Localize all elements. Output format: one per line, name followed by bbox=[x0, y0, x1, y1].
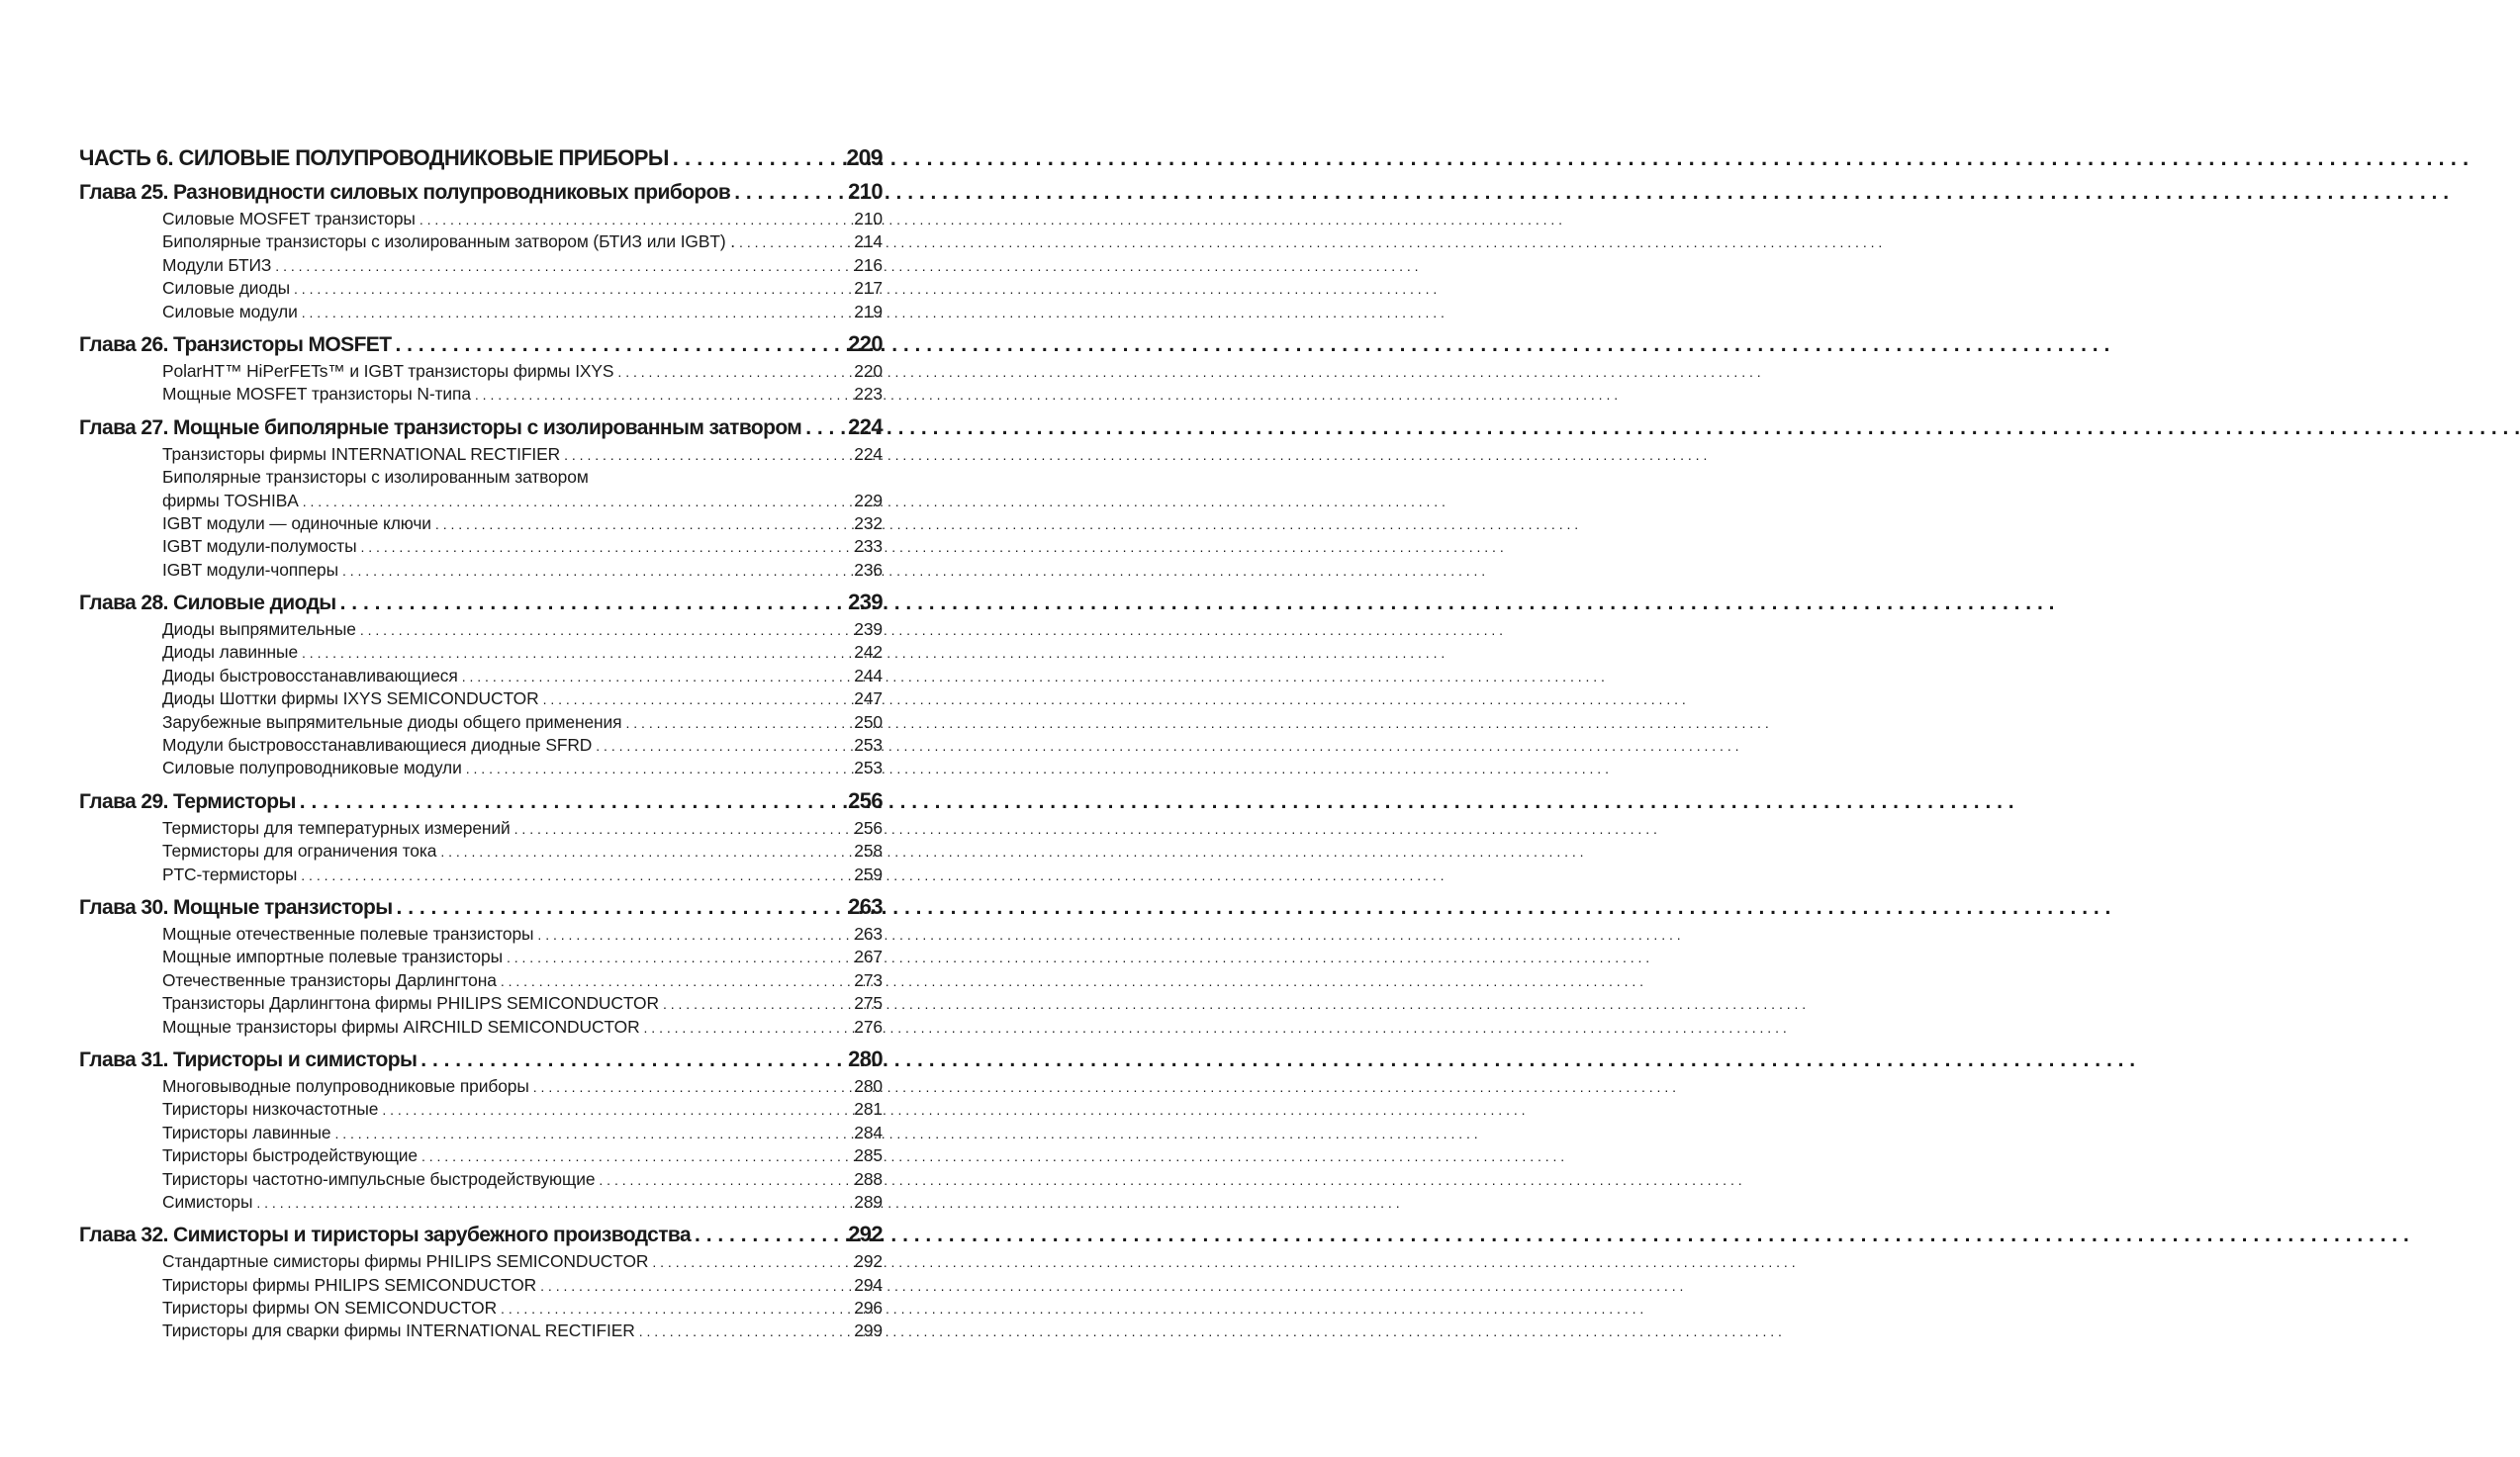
section-entry bbox=[162, 1122, 883, 1144]
chapter-title: Глава 32. Симисторы и тиристоры зарубежного производства bbox=[79, 1224, 692, 1247]
section-page-number: 239 bbox=[854, 619, 883, 640]
chapter-heading bbox=[79, 1219, 883, 1250]
section-page-number: 256 bbox=[854, 817, 883, 838]
dot-leader bbox=[652, 1250, 850, 1274]
section-page-number: 250 bbox=[854, 711, 883, 732]
section-entry bbox=[162, 946, 883, 968]
section-title: Стандартные симисторы фирмы PHILIPS SEMICONDUCTOR bbox=[162, 1251, 649, 1272]
section-entry bbox=[162, 1075, 883, 1098]
chapter-list bbox=[79, 176, 883, 1343]
section-list bbox=[79, 923, 883, 1039]
section-entry bbox=[162, 757, 883, 779]
section-entry bbox=[162, 618, 883, 641]
section-entry bbox=[162, 512, 883, 535]
section-title: PTC-термисторы bbox=[162, 864, 298, 884]
chapter-page-number: 256 bbox=[848, 787, 883, 813]
dot-leader bbox=[342, 559, 850, 583]
section-title: Тиристоры быстродействующие bbox=[162, 1145, 418, 1166]
dot-leader bbox=[673, 141, 843, 175]
section-page-number: 233 bbox=[854, 536, 883, 557]
section-page-number: 253 bbox=[854, 758, 883, 778]
section-page-number: 267 bbox=[854, 947, 883, 967]
chapter-heading bbox=[79, 328, 883, 360]
chapter-title: Глава 25. Разновидности силовых полупроводниковых приборов bbox=[79, 181, 731, 204]
section-title: Тиристоры для сварки фирмы INTERNATIONAL RECTIFIER bbox=[162, 1320, 635, 1341]
chapter-heading bbox=[79, 1044, 883, 1075]
dot-leader bbox=[420, 208, 850, 231]
dot-leader bbox=[340, 588, 844, 619]
section-entry bbox=[162, 641, 883, 664]
chapter-heading bbox=[79, 587, 883, 618]
dot-leader bbox=[395, 329, 844, 361]
dot-leader bbox=[420, 1045, 844, 1076]
section-list bbox=[79, 817, 883, 886]
section-page-number: 253 bbox=[854, 735, 883, 756]
chapter-block bbox=[79, 176, 883, 323]
section-title: Биполярные транзисторы с изолированным затвором bbox=[162, 467, 589, 488]
section-page-number: 292 bbox=[854, 1251, 883, 1272]
dot-leader bbox=[617, 360, 850, 384]
section-entry bbox=[162, 301, 883, 323]
section-title: Термисторы для температурных измерений bbox=[162, 817, 511, 838]
dot-leader bbox=[596, 734, 850, 758]
section-entry bbox=[162, 969, 883, 992]
section-entry bbox=[162, 665, 883, 687]
section-page-number: 219 bbox=[854, 301, 883, 321]
section-entry bbox=[162, 1320, 883, 1342]
dot-leader bbox=[507, 946, 850, 969]
dot-leader bbox=[302, 301, 851, 324]
section-page-number: 216 bbox=[854, 254, 883, 275]
dot-leader bbox=[475, 383, 850, 407]
section-page-number: 263 bbox=[854, 923, 883, 944]
section-title: Транзисторы Дарлингтона фирмы PHILIPS SEMICONDUCTOR bbox=[162, 993, 659, 1014]
section-title: Силовые полупроводниковые модули bbox=[162, 758, 462, 778]
section-page-number: 289 bbox=[854, 1191, 883, 1212]
section-title: Мощные отечественные полевые транзисторы bbox=[162, 923, 534, 944]
section-title: Многовыводные полупроводниковые приборы bbox=[162, 1075, 529, 1096]
chapter-heading bbox=[79, 411, 883, 443]
chapter-title: Глава 26. Транзисторы MOSFET bbox=[79, 332, 392, 356]
chapter-page-number: 263 bbox=[848, 893, 883, 919]
section-entry bbox=[162, 254, 883, 277]
section-entry bbox=[162, 490, 883, 512]
section-page-number: 214 bbox=[854, 231, 883, 252]
section-title: Транзисторы фирмы INTERNATIONAL RECTIFIER bbox=[162, 443, 561, 464]
chapter-block bbox=[79, 587, 883, 780]
dot-leader bbox=[302, 641, 850, 665]
section-title: Силовые модули bbox=[162, 301, 298, 321]
section-title: IGBT модули-полумосты bbox=[162, 536, 357, 557]
chapter-block bbox=[79, 891, 883, 1039]
section-entry bbox=[162, 840, 883, 863]
chapter-title: Глава 27. Мощные биполярные транзисторы с изолированным затвором bbox=[79, 415, 802, 439]
section-entry bbox=[162, 817, 883, 840]
part-heading bbox=[79, 140, 883, 174]
chapter-heading bbox=[79, 785, 883, 817]
dot-leader bbox=[256, 1191, 850, 1215]
section-title: Мощные транзисторы фирмы AIRCHILD SEMICONDUCTOR bbox=[162, 1016, 640, 1037]
chapter-page-number: 224 bbox=[848, 413, 883, 439]
chapter-block bbox=[79, 1044, 883, 1214]
dot-leader bbox=[397, 892, 845, 924]
dot-leader bbox=[275, 254, 850, 278]
section-title: Мощные MOSFET транзисторы N-типа bbox=[162, 384, 471, 405]
section-page-number: 299 bbox=[854, 1320, 883, 1341]
section-list bbox=[79, 1250, 883, 1343]
table-of-contents bbox=[79, 140, 883, 1343]
dot-leader bbox=[360, 618, 850, 642]
section-page-number: 280 bbox=[854, 1075, 883, 1096]
section-entry bbox=[162, 535, 883, 558]
section-entry bbox=[162, 1144, 883, 1167]
section-page-number: 294 bbox=[854, 1274, 883, 1295]
section-page-number: 223 bbox=[854, 384, 883, 405]
section-entry bbox=[162, 992, 883, 1015]
section-entry bbox=[162, 466, 883, 489]
section-page-number: 217 bbox=[854, 278, 883, 299]
section-title: Тиристоры низкочастотные bbox=[162, 1099, 379, 1120]
dot-leader bbox=[639, 1320, 851, 1343]
section-entry bbox=[162, 1098, 883, 1121]
section-page-number: 210 bbox=[854, 209, 883, 228]
section-page-number: 236 bbox=[854, 559, 883, 580]
section-title: Термисторы для ограничения тока bbox=[162, 841, 437, 862]
section-page-number: 220 bbox=[854, 360, 883, 381]
section-title: Диоды лавинные bbox=[162, 642, 299, 663]
section-list bbox=[79, 360, 883, 407]
dot-leader bbox=[644, 1016, 851, 1040]
chapter-page-number: 239 bbox=[848, 590, 883, 615]
section-entry bbox=[162, 277, 883, 300]
section-title: Диоды выпрямительные bbox=[162, 619, 356, 640]
dot-leader bbox=[301, 864, 850, 887]
section-entry bbox=[162, 360, 883, 383]
dot-leader bbox=[334, 1122, 850, 1145]
section-title: Тиристоры лавинные bbox=[162, 1122, 331, 1142]
dot-leader bbox=[514, 817, 851, 841]
chapter-block bbox=[79, 785, 883, 886]
section-entry bbox=[162, 443, 883, 466]
section-entry bbox=[162, 864, 883, 886]
section-list bbox=[79, 1075, 883, 1214]
chapter-page-number: 280 bbox=[848, 1046, 883, 1071]
section-entry bbox=[162, 734, 883, 757]
chapter-page-number: 210 bbox=[848, 179, 883, 204]
section-title: Тиристоры фирмы PHILIPS SEMICONDUCTOR bbox=[162, 1274, 537, 1295]
dot-leader bbox=[421, 1144, 850, 1168]
dot-leader bbox=[501, 1297, 850, 1320]
chapter-heading bbox=[79, 891, 883, 923]
dot-leader bbox=[294, 277, 850, 301]
chapter-block bbox=[79, 1219, 883, 1343]
section-title: Симисторы bbox=[162, 1191, 253, 1212]
section-title: Тиристоры частотно-импульсные быстродействующие bbox=[162, 1168, 596, 1189]
chapter-heading bbox=[79, 176, 883, 208]
section-title: Модули БТИЗ bbox=[162, 254, 272, 275]
part-page-number: 209 bbox=[846, 144, 883, 170]
section-page-number: 273 bbox=[854, 969, 883, 990]
section-page-number: 258 bbox=[854, 841, 883, 862]
section-page-number: 285 bbox=[854, 1145, 883, 1166]
dot-leader bbox=[599, 1168, 850, 1192]
dot-leader bbox=[462, 665, 851, 688]
section-page-number: 244 bbox=[854, 665, 883, 685]
section-title: Диоды Шоттки фирмы IXYS SEMICONDUCTOR bbox=[162, 688, 539, 709]
chapter-title: Глава 31. Тиристоры и симисторы bbox=[79, 1047, 418, 1071]
section-entry bbox=[162, 230, 883, 253]
section-page-number: 288 bbox=[854, 1168, 883, 1189]
section-entry bbox=[162, 559, 883, 582]
section-title: Силовые диоды bbox=[162, 278, 291, 299]
section-entry bbox=[162, 711, 883, 734]
dot-leader bbox=[300, 786, 844, 818]
chapter-title: Глава 29. Термисторы bbox=[79, 789, 296, 813]
section-page-number: 247 bbox=[854, 688, 883, 709]
section-page-number: 242 bbox=[854, 642, 883, 663]
section-page-number: 259 bbox=[854, 864, 883, 884]
dot-leader bbox=[543, 687, 851, 711]
dot-leader bbox=[663, 992, 850, 1016]
section-entry bbox=[162, 1250, 883, 1273]
section-entry bbox=[162, 208, 883, 230]
dot-leader bbox=[435, 512, 850, 536]
dot-leader bbox=[625, 711, 850, 735]
chapter-page-number: 220 bbox=[848, 330, 883, 356]
section-entry bbox=[162, 1016, 883, 1039]
dot-leader bbox=[537, 923, 850, 947]
section-entry bbox=[162, 923, 883, 946]
section-entry bbox=[162, 1191, 883, 1214]
section-title: Отечественные транзисторы Дарлингтона bbox=[162, 969, 497, 990]
section-entry bbox=[162, 1274, 883, 1297]
section-list bbox=[79, 618, 883, 780]
section-title: PolarHT™ HiPerFETs™ и IGBT транзисторы фирмы IXYS bbox=[162, 360, 614, 381]
chapter-title: Глава 30. Мощные транзисторы bbox=[79, 895, 393, 919]
section-entry bbox=[162, 1297, 883, 1320]
section-title: Мощные импортные полевые транзисторы bbox=[162, 947, 503, 967]
part-title: ЧАСТЬ 6. СИЛОВЫЕ ПОЛУПРОВОДНИКОВЫЕ ПРИБОРЫ bbox=[79, 145, 669, 170]
section-title: Диоды быстровосстанавливающиеся bbox=[162, 665, 458, 685]
section-title: Модули быстровосстанавливающиеся диодные SFRD bbox=[162, 735, 593, 756]
chapter-title: Глава 28. Силовые диоды bbox=[79, 592, 336, 615]
dot-leader bbox=[440, 840, 850, 864]
section-list bbox=[79, 208, 883, 323]
chapter-page-number: 292 bbox=[848, 1222, 883, 1247]
section-title: фирмы TOSHIBA bbox=[162, 490, 299, 510]
section-page-number: 275 bbox=[854, 993, 883, 1014]
dot-leader bbox=[805, 412, 844, 444]
section-list bbox=[79, 443, 883, 582]
dot-leader bbox=[734, 177, 844, 209]
section-page-number: 281 bbox=[854, 1099, 883, 1120]
section-title: Силовые MOSFET транзисторы bbox=[162, 209, 416, 228]
section-page-number: 232 bbox=[854, 512, 883, 533]
dot-leader bbox=[361, 535, 851, 559]
section-title: Зарубежные выпрямительные диоды общего применения bbox=[162, 711, 622, 732]
section-entry bbox=[162, 383, 883, 406]
section-page-number: 229 bbox=[854, 490, 883, 510]
section-title: Тиристоры фирмы ON SEMICONDUCTOR bbox=[162, 1298, 498, 1319]
section-page-number: 296 bbox=[854, 1298, 883, 1319]
dot-leader bbox=[564, 443, 850, 467]
section-title: Биполярные транзисторы с изолированным затвором (БТИЗ или IGBT) . bbox=[162, 231, 736, 252]
dot-leader bbox=[466, 757, 851, 780]
chapter-block bbox=[79, 411, 883, 582]
section-page-number: 276 bbox=[854, 1016, 883, 1037]
dot-leader bbox=[739, 230, 850, 254]
dot-leader bbox=[695, 1220, 844, 1251]
section-title: IGBT модули-чопперы bbox=[162, 559, 338, 580]
dot-leader bbox=[540, 1274, 850, 1298]
section-page-number: 284 bbox=[854, 1122, 883, 1142]
section-page-number: 224 bbox=[854, 443, 883, 464]
section-entry bbox=[162, 1168, 883, 1191]
dot-leader bbox=[303, 490, 851, 513]
section-title: IGBT модули — одиночные ключи bbox=[162, 512, 431, 533]
section-entry bbox=[162, 687, 883, 710]
dot-leader bbox=[382, 1098, 850, 1122]
dot-leader bbox=[501, 969, 850, 993]
dot-leader bbox=[533, 1075, 851, 1099]
chapter-block bbox=[79, 328, 883, 407]
